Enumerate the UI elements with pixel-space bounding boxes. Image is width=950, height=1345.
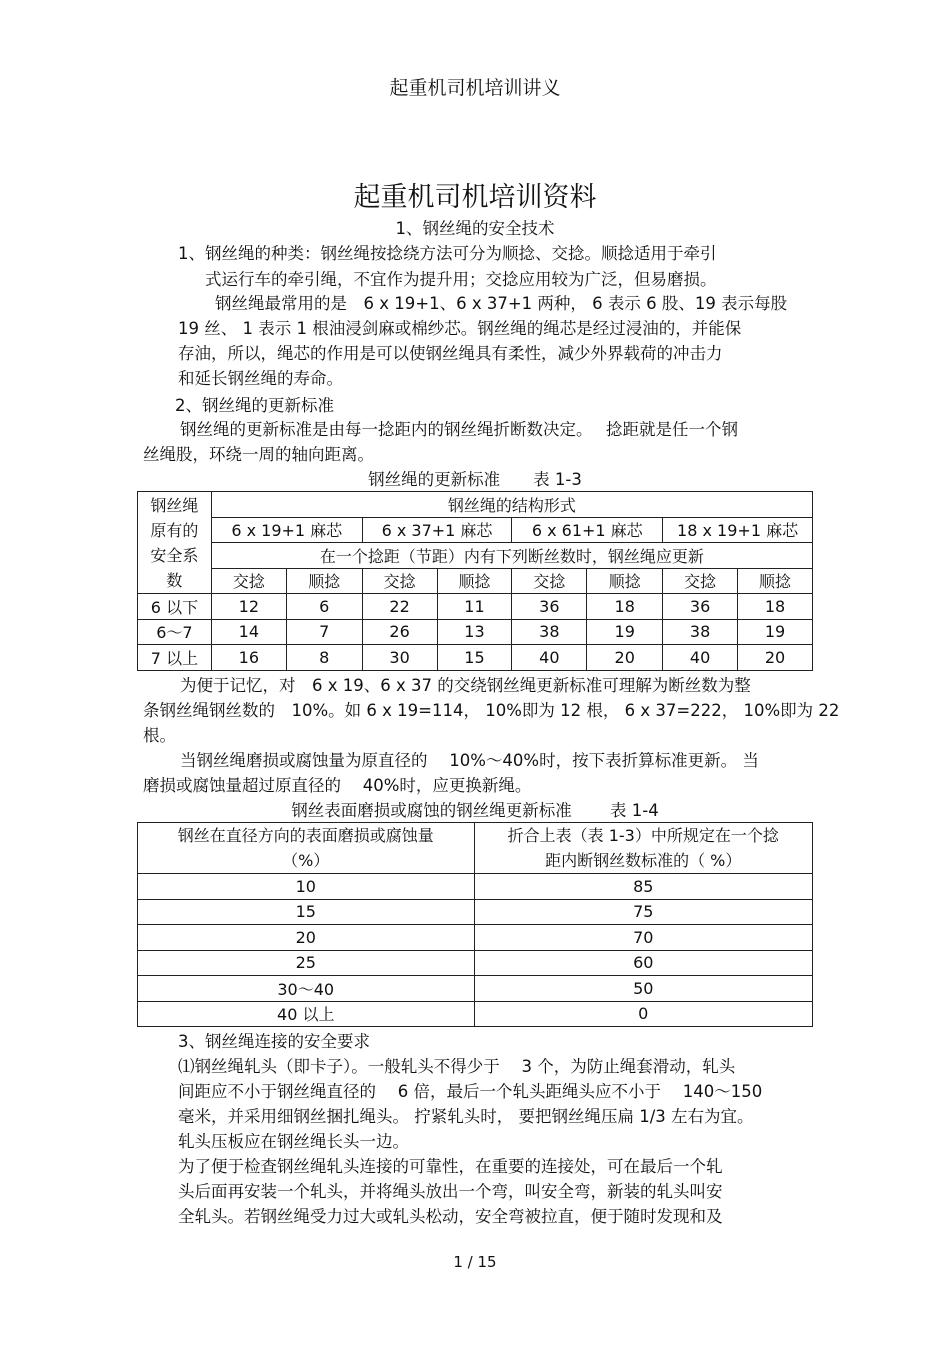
paragraph-line: 毫米，并采用细钢丝捆扎绳头。 拧紧轧头时， 要把钢丝绳压扁 1/3 左右为宜。 [178, 1107, 754, 1126]
table-row: 40 以上 0 [138, 1001, 813, 1027]
lay-header: 交捻 [211, 568, 286, 594]
lay-header: 顺捻 [738, 568, 813, 594]
rope-type: 6 x 37+1 麻芯 [362, 517, 512, 543]
table-row: 15 75 [138, 899, 813, 925]
paragraph-line: 钢丝绳最常用的是 6 x 19+1、6 x 37+1 两种， 6 表示 6 股、19 表示每股 [215, 294, 788, 313]
paragraph-line: 为便于记忆，对 6 x 19、6 x 37 的交绕钢丝绳更新标准可理解为断丝数为整 [180, 676, 751, 695]
section-heading-1: 1、钢丝绳的安全技术 [395, 219, 555, 238]
paragraph-line: 轧头压板应在钢丝绳长头一边。 [178, 1132, 409, 1151]
wear-amount-header: 钢丝在直径方向的表面磨损或腐蚀量 （%） [138, 823, 475, 874]
paragraph-line: 和延长钢丝绳的寿命。 [178, 369, 343, 388]
paragraph-line: 1、钢丝绳的种类：钢丝绳按捻绕方法可分为顺捻、交捻。顺捻适用于牵引 [178, 244, 717, 263]
broken-wire-percent-header: 折合上表（表 1-3）中所规定在一个捻 距内断钢丝数标准的（ %） [474, 823, 813, 874]
table-row: 6 以下 12 6 22 11 36 18 36 18 [138, 594, 813, 620]
table-caption: 钢丝表面磨损或腐蚀的钢丝绳更新标准 表 1-4 [291, 801, 659, 820]
document-title: 起重机司机培训资料 [353, 182, 597, 213]
rope-type: 18 x 19+1 麻芯 [663, 517, 813, 543]
lay-header: 顺捻 [437, 568, 512, 594]
broken-wire-subheader: 在一个捻距（节距）内有下列断丝数时，钢丝绳应更新 [211, 543, 812, 569]
section-heading-3: 3、钢丝绳连接的安全要求 [178, 1032, 370, 1051]
rope-type: 6 x 61+1 麻芯 [512, 517, 663, 543]
table-row: 30～40 50 [138, 976, 813, 1002]
lay-header: 交捻 [362, 568, 437, 594]
table-row: 25 60 [138, 950, 813, 976]
paragraph-line: 间距应不小于钢丝绳直径的 6 倍，最后一个轧头距绳头应不小于 140～150 [178, 1082, 763, 1101]
running-header: 起重机司机培训讲义 [389, 77, 561, 99]
paragraph-line: 全轧头。若钢丝绳受力过大或轧头松动，安全弯被拉直，便于随时发现和及 [178, 1207, 723, 1226]
paragraph-line: 头后面再安装一个轧头，并将绳头放出一个弯，叫安全弯，新装的轧头叫安 [178, 1182, 723, 1201]
paragraph-line: 条钢丝绳钢丝数的 10%。如 6 x 19=114， 10%即为 12 根， 6 x 37=222， 10%即为 22 [143, 701, 840, 720]
rope-replacement-table [137, 491, 813, 671]
table-row: 7 以上 16 8 30 15 40 20 40 20 [138, 645, 813, 671]
page-number: 1 / 15 [453, 1253, 497, 1271]
paragraph-line: 钢丝绳的更新标准是由每一捻距内的钢丝绳折断数决定。 捻距就是任一个钢 [180, 420, 738, 439]
paragraph-line: 19 丝、 1 表示 1 根油浸剑麻或棉纱芯。钢丝绳的绳芯是经过浸油的，并能保 [178, 319, 742, 338]
lay-header: 顺捻 [286, 568, 362, 594]
rope-type: 6 x 19+1 麻芯 [211, 517, 362, 543]
wear-replacement-table [137, 822, 813, 1027]
paragraph-line: 根。 [143, 726, 176, 745]
paragraph-line: 磨损或腐蚀量超过原直径的 40%时，应更换新绳。 [143, 776, 532, 795]
lay-header: 交捻 [512, 568, 587, 594]
lay-header: 顺捻 [587, 568, 663, 594]
table-row: 10 85 [138, 874, 813, 900]
paragraph-line: 式运行车的牵引绳，不宜作为提升用；交捻应用较为广泛，但易磨损。 [205, 270, 717, 289]
paragraph-line: ⑴钢丝绳轧头（即卡子）。一般轧头不得少于 3 个，为防止绳套滑动，轧头 [178, 1057, 736, 1076]
table-caption: 钢丝绳的更新标准 表 1-3 [368, 470, 582, 489]
paragraph-line: 存油，所以，绳芯的作用是可以使钢丝绳具有柔性，减少外界载荷的冲击力 [178, 344, 723, 363]
paragraph-line: 当钢丝绳磨损或腐蚀量为原直径的 10%～40%时，按下表折算标准更新。 当 [180, 751, 759, 770]
safety-factor-header: 钢丝绳 原有的 安全系 数 [138, 492, 212, 594]
lay-header: 交捻 [663, 568, 738, 594]
paragraph-line: 丝绳股，环绕一周的轴向距离。 [143, 445, 374, 464]
paragraph-line: 为了便于检查钢丝绳轧头连接的可靠性，在重要的连接处，可在最后一个轧 [178, 1157, 723, 1176]
structure-header: 钢丝绳的结构形式 [211, 492, 812, 518]
table-row: 20 70 [138, 925, 813, 951]
table-row: 6～7 14 7 26 13 38 19 38 19 [138, 619, 813, 645]
section-heading-2: 2、钢丝绳的更新标准 [175, 396, 334, 415]
